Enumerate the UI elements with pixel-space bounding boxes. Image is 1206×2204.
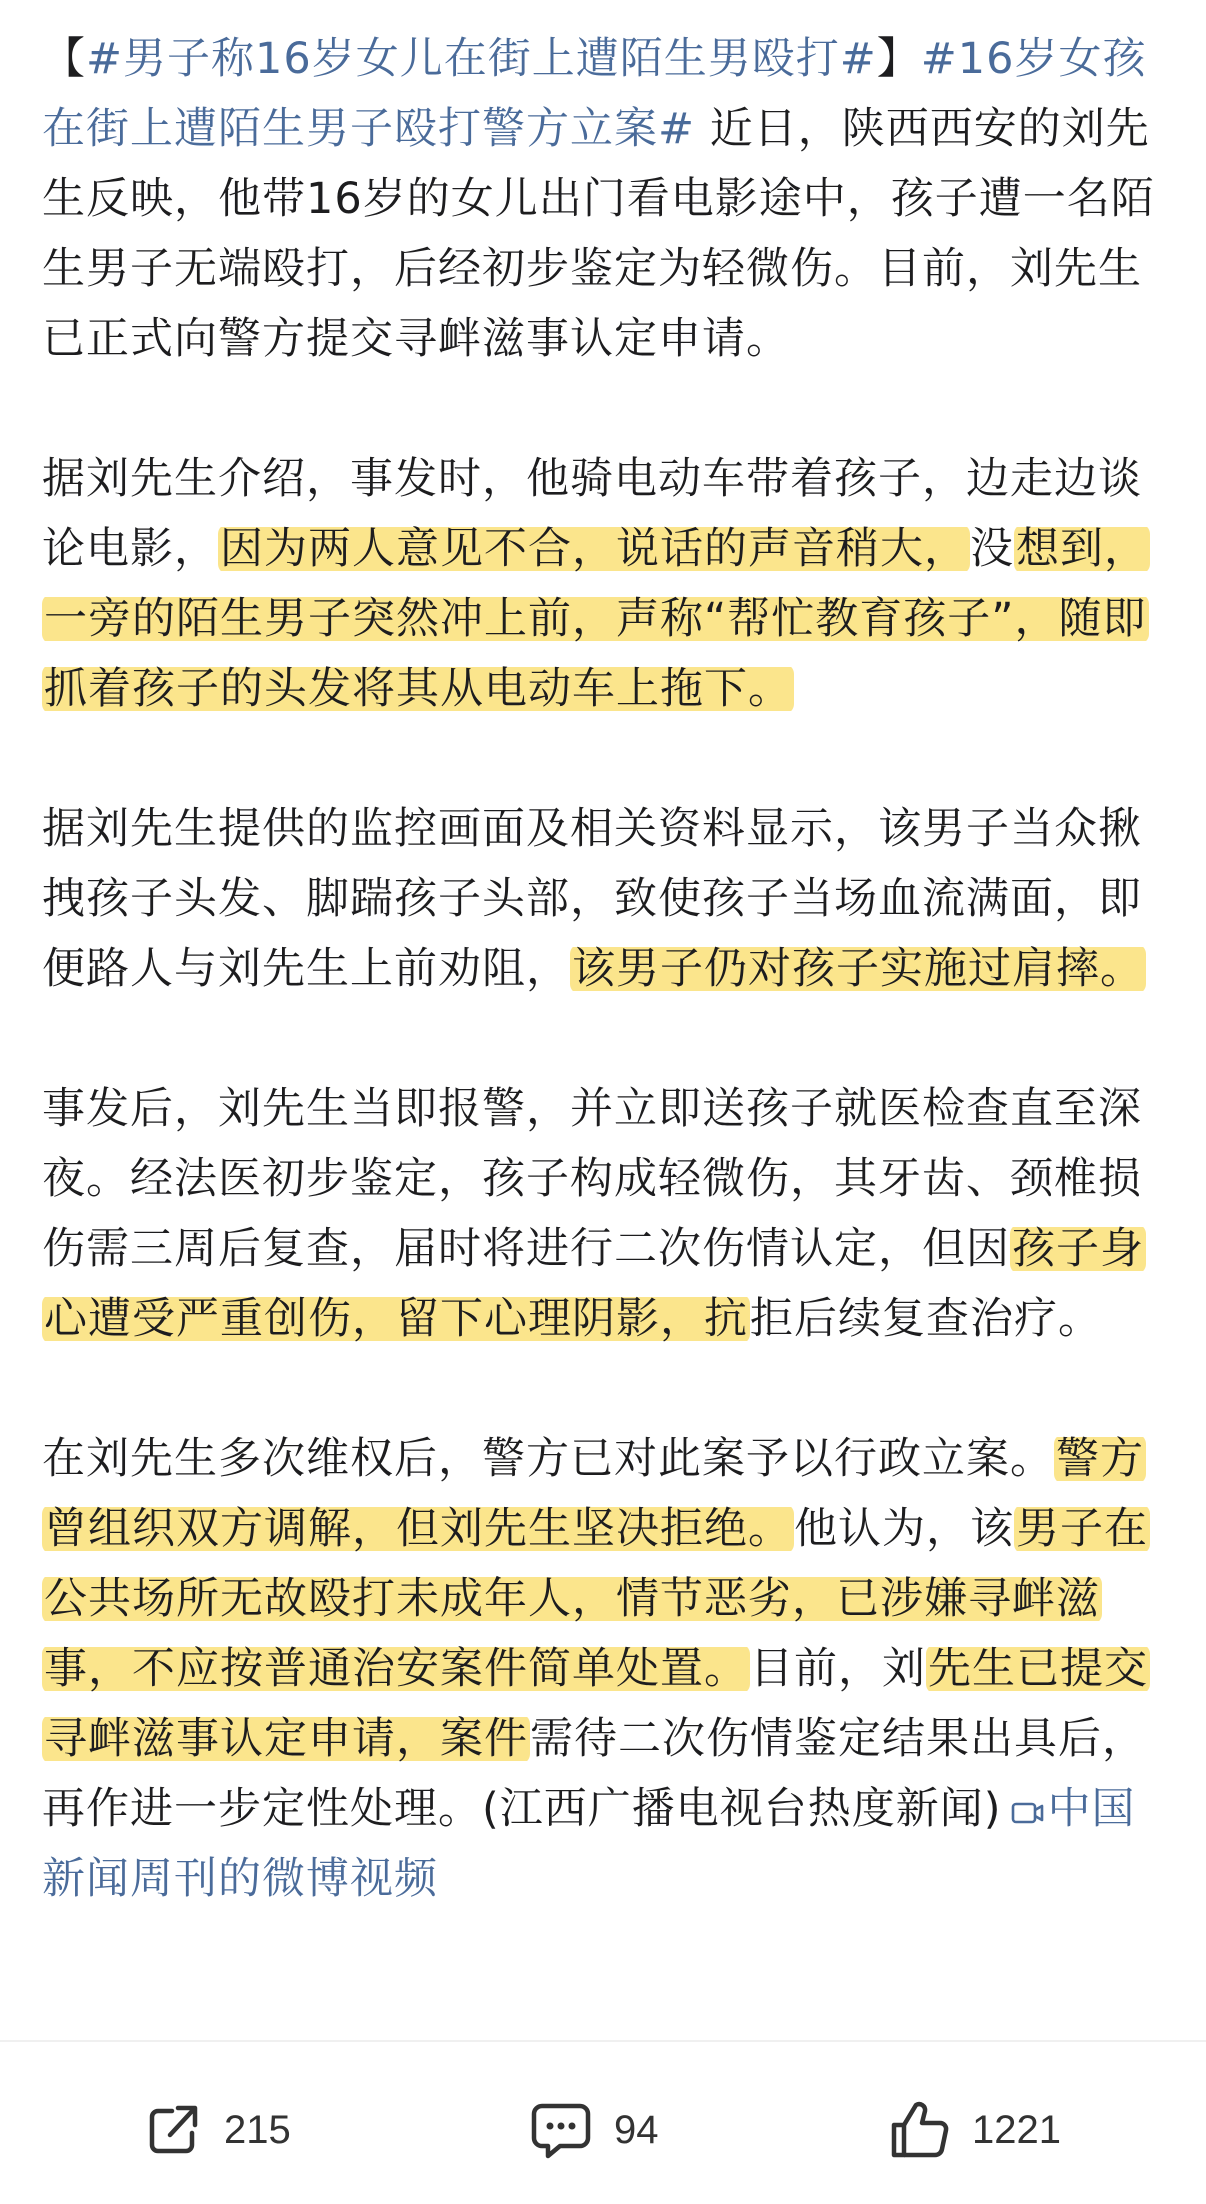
video-link-icon <box>1010 1800 1044 1826</box>
action-bar <box>0 2070 1206 2180</box>
paragraph-5-text-a: 在刘先生多次维权后，警方已对此案予以行政立案。 <box>42 1434 1054 1484</box>
share-button[interactable] <box>144 2090 291 2170</box>
paragraph-4 <box>42 1074 1170 1354</box>
paragraph-4-text-b: 拒后续复查治疗。 <box>750 1294 1102 1344</box>
paragraph-2-text-b: 没 <box>970 524 1014 574</box>
paragraph-1 <box>42 24 1170 374</box>
paragraph-1-text: 近日，陕西西安的刘先生反映，他带16岁的女儿出门看电影途中，孩子遭一名陌生男子无端殴打，后经初步鉴定为轻微伤。目前，刘先生已正式向警方提交寻衅滋事认定申请。 <box>42 104 1155 364</box>
post-body <box>42 24 1170 1914</box>
highlight-2: 想到，一旁的陌生男子突然冲上前，声称“帮忙教育孩子”，随即抓着孩子的头发将其从电动车上拖下。 <box>44 524 1148 714</box>
paragraph-3-text-a: 据刘先生提供的监控画面及相关资料显示，该男子当众揪拽孩子头发、脚踹孩子头部，致使孩子当场血流满面，即便路人与刘先生上前劝阻， <box>42 804 1142 994</box>
paragraph-5-text-b: 他认为，该 <box>794 1504 1014 1554</box>
highlight-3: 该男子仍对孩子实施过肩摔。 <box>572 944 1144 994</box>
hashtag-link-2[interactable]: #16岁女孩在街上遭陌生男子殴打警方立案# <box>42 34 1147 154</box>
comment-count: 94 <box>614 2107 659 2152</box>
video-link-label[interactable]: 中国新闻周刊的微博视频 <box>42 1784 1136 1904</box>
bracket-open: 【 <box>42 34 86 84</box>
highlight-6: 男子在公共场所无故殴打未成年人，情节恶劣，已涉嫌寻衅滋事，不应按普通治安案件简单处置。 <box>44 1504 1148 1694</box>
highlight-5: 警方曾组织双方调解，但刘先生坚决拒绝。 <box>44 1434 1144 1554</box>
like-count: 1221 <box>972 2107 1061 2152</box>
paragraph-5-text-c: 目前，刘 <box>750 1644 926 1694</box>
paragraph-3 <box>42 794 1170 1004</box>
paragraph-5-text-d: 需待二次伤情鉴定结果出具后，再作进一步定性处理。(江西广播电视台热度新闻) <box>42 1714 1146 1834</box>
highlight-4: 孩子身心遭受严重创伤，留下心理阴影，抗 <box>44 1224 1144 1344</box>
paragraph-5 <box>42 1424 1170 1914</box>
bracket-close: 】 <box>876 34 921 84</box>
share-icon <box>144 2101 202 2159</box>
paragraph-2-text-a: 据刘先生介绍，事发时，他骑电动车带着孩子，边走边谈论电影， <box>42 454 1142 574</box>
comment-icon <box>530 2100 592 2160</box>
comment-button[interactable] <box>530 2090 659 2170</box>
paragraph-2 <box>42 444 1170 724</box>
paragraph-4-text-a: 事发后，刘先生当即报警，并立即送孩子就医检查直至深夜。经法医初步鉴定，孩子构成轻微伤，其牙齿、颈椎损伤需三周后复查，届时将进行二次伤情认定，但因 <box>42 1084 1142 1274</box>
highlight-1: 因为两人意见不合，说话的声音稍大， <box>220 524 968 574</box>
share-count: 215 <box>224 2107 291 2152</box>
divider <box>0 2040 1206 2042</box>
highlight-7: 先生已提交寻衅滋事认定申请，案件 <box>44 1644 1148 1764</box>
thumbs-up-icon <box>888 2099 950 2161</box>
like-button[interactable] <box>888 2090 1061 2170</box>
hashtag-link-1[interactable]: #男子称16岁女儿在街上遭陌生男殴打# <box>86 34 877 84</box>
